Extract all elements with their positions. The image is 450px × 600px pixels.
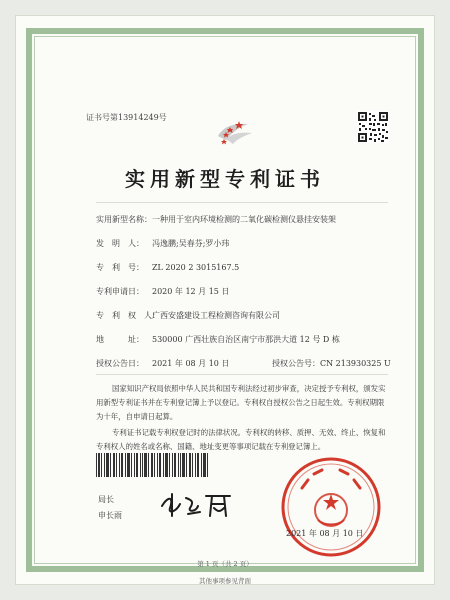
grant-publication-number: 授权公告号：CN 213930325 U [271,359,391,368]
certificate-title: 实用新型专利证书 [125,167,325,191]
official-seal-icon [278,454,384,560]
field-patent-number [96,262,239,273]
field-value: 530000 广西壮族自治区南宁市那洪大道 12 号 D 栋 [152,335,340,344]
field-grant-date [96,358,391,369]
patent-certificate [16,16,434,584]
seal-date: 2021 年 08 月 10 日 [286,529,364,538]
field-value: 2021 年 08 月 10 日 [152,359,230,368]
field-address [96,334,340,345]
signature-icon [156,486,236,522]
field-label: 地 址： [96,335,144,344]
divider [96,374,388,375]
field-inventors [96,238,229,249]
legal-status-statement: 专利证书记载专利权登记时的法律状况。专利权的转移、质押、无效、终止、恢复和专利权人的姓名或名称、国籍、地址变更等事项记载在专利登记簿上。 [96,428,386,451]
qr-code-icon [357,109,389,145]
field-label: 实用新型名称： [96,215,152,224]
field-value: 2020 年 12 月 15 日 [152,287,230,296]
field-label: 授权公告日： [96,359,144,368]
field-value: ZL 2020 2 3015167.5 [152,263,240,272]
field-value: 冯逸鹏;吴春芬;罗小玮 [152,239,230,248]
footer-note: 其他事项参见背面 [199,577,251,585]
certificate-number: 证书号第13914249号 [86,113,167,122]
field-value: 广西安盛建设工程检测咨询有限公司 [152,311,280,320]
barcode-icon [96,453,208,477]
field-patentee [96,310,280,321]
field-label: 发 明 人： [96,239,144,248]
grant-statement: 国家知识产权局依照中华人民共和国专利法经过初步审查，决定授予专利权，颁发实用新型专利证书并在专利登记簿上予以登记。专利权自授权公告之日起生效。专利权期限为十年，自申请日起算。 [96,384,386,421]
field-label: 专 利 号： [96,263,144,272]
emblem-icon [206,108,266,148]
field-value: 一种用于室内环境检测的二氧化碳检测仪悬挂安装架 [152,215,336,224]
page-number: 第 1 页（共 2 页） [197,560,253,568]
director-name: 申长雨 [98,511,122,520]
field-utility-model-name [96,214,336,225]
field-label: 专 利 权 人： [96,311,160,320]
field-label: 专利申请日： [96,287,144,296]
director-title: 局长 [98,495,114,504]
divider [96,202,388,203]
field-application-date [96,286,229,297]
